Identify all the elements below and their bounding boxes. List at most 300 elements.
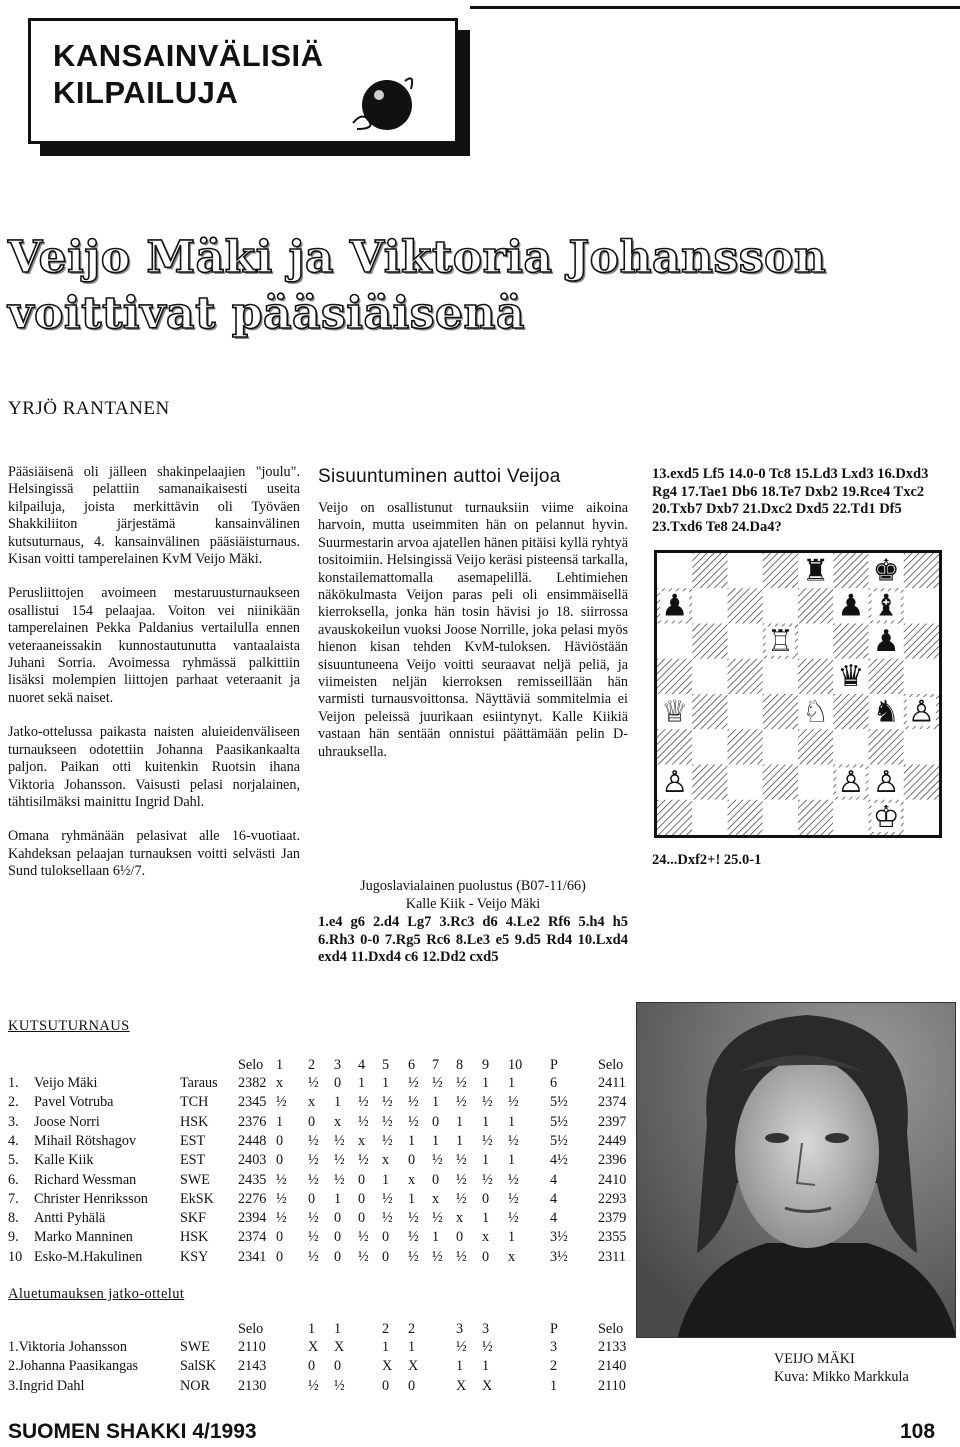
table-cell: 0 bbox=[408, 1377, 416, 1394]
table-cell: x bbox=[334, 1113, 342, 1130]
table-cell: ½ bbox=[432, 1248, 443, 1265]
board-square bbox=[798, 729, 833, 764]
chess-piece-a7: ♟ bbox=[661, 588, 689, 624]
board-square bbox=[728, 729, 763, 764]
table-cell: 1 bbox=[276, 1057, 284, 1073]
table-cell: X bbox=[456, 1377, 467, 1394]
table-cell: ½ bbox=[276, 1171, 287, 1188]
chess-piece-h4: ♙ bbox=[907, 694, 935, 730]
table-cell: Esko-M.Hakulinen bbox=[34, 1248, 143, 1265]
table-cell: ½ bbox=[508, 1210, 519, 1227]
table-cell: 1 bbox=[334, 1094, 342, 1111]
chess-piece-g2: ♙ bbox=[872, 764, 900, 800]
board-square bbox=[692, 729, 727, 764]
table-cell: ½ bbox=[408, 1210, 419, 1227]
table-cell: 2411 bbox=[598, 1075, 626, 1091]
table-cell: ½ bbox=[408, 1075, 419, 1091]
table-cell: X bbox=[334, 1339, 345, 1355]
board-square bbox=[692, 553, 727, 588]
table-cell: 2382 bbox=[238, 1075, 267, 1091]
board-square bbox=[657, 624, 692, 659]
chess-piece-g6: ♟ bbox=[872, 623, 900, 659]
table-cell: 0 bbox=[358, 1210, 366, 1227]
table-cell: 2435 bbox=[238, 1171, 267, 1188]
board-square bbox=[798, 765, 833, 800]
chess-board-diagram bbox=[654, 550, 942, 838]
table-cell: ½ bbox=[408, 1094, 419, 1111]
table-cell: ½ bbox=[276, 1210, 287, 1227]
table-cell: 1 bbox=[482, 1210, 490, 1227]
tournament-title: KUTSUTURNAUS bbox=[8, 1018, 130, 1034]
table-cell: SKF bbox=[180, 1210, 207, 1227]
table-cell: ½ bbox=[508, 1190, 519, 1207]
table-cell: HSK bbox=[180, 1229, 209, 1246]
board-square bbox=[692, 694, 727, 729]
table-cell: 1 bbox=[382, 1075, 390, 1091]
board-square bbox=[728, 659, 763, 694]
table-cell: 0 bbox=[408, 1152, 416, 1169]
table-cell: 1 bbox=[482, 1152, 490, 1169]
table-cell: x bbox=[508, 1248, 516, 1265]
section-header bbox=[28, 18, 458, 144]
table-cell: 1 bbox=[482, 1075, 490, 1091]
table-cell: 1 bbox=[408, 1339, 416, 1355]
table-cell: ½ bbox=[358, 1229, 369, 1246]
table-cell: ½ bbox=[432, 1210, 443, 1227]
table-cell: 2. bbox=[8, 1094, 19, 1111]
table-cell: 0 bbox=[482, 1248, 490, 1265]
table-cell: 0 bbox=[334, 1358, 342, 1375]
table-cell: 2110 bbox=[238, 1339, 266, 1355]
table-cell: 2293 bbox=[598, 1190, 627, 1207]
chess-piece-e8: ♜ bbox=[802, 553, 830, 589]
table-cell: 2 bbox=[550, 1358, 558, 1375]
table-cell: 5½ bbox=[550, 1113, 568, 1130]
board-square bbox=[728, 800, 763, 835]
board-square bbox=[692, 765, 727, 800]
table-cell: 1 bbox=[508, 1152, 516, 1169]
table-cell: 2394 bbox=[238, 1210, 267, 1227]
table-cell: Pavel Votruba bbox=[34, 1094, 114, 1111]
table-cell: 0 bbox=[334, 1248, 342, 1265]
table-cell: Mihail Rötshagov bbox=[34, 1132, 137, 1149]
board-square bbox=[692, 624, 727, 659]
chess-piece-f7: ♟ bbox=[837, 588, 865, 624]
table-cell: SWE bbox=[180, 1171, 210, 1188]
table-cell: 4½ bbox=[550, 1152, 568, 1169]
table-cell: X bbox=[308, 1339, 319, 1355]
chess-piece-f2: ♙ bbox=[837, 764, 865, 800]
table-cell: 1 bbox=[482, 1113, 490, 1130]
table-cell: ½ bbox=[308, 1132, 319, 1149]
table-cell: 2403 bbox=[238, 1152, 267, 1169]
table-cell: 1 bbox=[382, 1171, 390, 1188]
table-cell: ½ bbox=[382, 1210, 393, 1227]
table-cell: Antti Pyhälä bbox=[34, 1210, 106, 1227]
table-cell: x bbox=[358, 1132, 366, 1149]
paragraph: Jatko-ottelussa paikasta naisten aluieidenväliseen turnaukseen odotettiin Johanna Paasikankaalta paljon. Paikan otti kuitenkin Ruotsin ihana Viktoria Johansson. Vaisusti pelasi norjalainen, tähtisilmäksi mainittu Ingrid Dahl. bbox=[8, 724, 300, 810]
table-cell: x bbox=[456, 1210, 464, 1227]
table-cell: 1 bbox=[456, 1113, 464, 1130]
table-cell: 10 bbox=[8, 1248, 23, 1265]
caption-name: VEIJO MÄKI bbox=[774, 1351, 855, 1367]
board-square bbox=[763, 553, 798, 588]
table-cell: ½ bbox=[308, 1248, 319, 1265]
table-cell: ½ bbox=[432, 1152, 443, 1169]
caption-credit: Kuva: Mikko Markkula bbox=[774, 1369, 909, 1385]
table-cell: ½ bbox=[482, 1132, 493, 1149]
table-cell: ½ bbox=[408, 1113, 419, 1130]
board-square bbox=[798, 588, 833, 623]
table-cell: 2449 bbox=[598, 1132, 627, 1149]
table-cell: NOR bbox=[180, 1377, 210, 1394]
table-cell: 4 bbox=[550, 1190, 558, 1207]
table-cell: ½ bbox=[456, 1248, 467, 1265]
table-cell: Kalle Kiik bbox=[34, 1152, 94, 1169]
table-cell: KSY bbox=[180, 1248, 209, 1265]
table-cell: ½ bbox=[382, 1094, 393, 1111]
table-cell: 1 bbox=[432, 1094, 440, 1111]
table-cell: X bbox=[382, 1358, 393, 1375]
board-square bbox=[763, 694, 798, 729]
table-cell: 2311 bbox=[598, 1248, 626, 1265]
section-title: KANSAINVÄLISIÄ KILPAILUJA bbox=[53, 38, 324, 110]
table-cell: 3 bbox=[456, 1321, 464, 1337]
board-square bbox=[692, 659, 727, 694]
table-cell: 2341 bbox=[238, 1248, 267, 1265]
table-cell: 2276 bbox=[238, 1190, 267, 1207]
table-cell: 2355 bbox=[598, 1229, 627, 1246]
top-rule bbox=[470, 6, 960, 9]
table-cell: 3. bbox=[8, 1113, 19, 1130]
table-cell: 2110 bbox=[598, 1377, 626, 1394]
chess-board bbox=[657, 553, 939, 835]
board-square bbox=[763, 659, 798, 694]
table-cell: 0 bbox=[276, 1132, 284, 1149]
table-cell: 3½ bbox=[550, 1229, 568, 1246]
table-cell: ½ bbox=[308, 1377, 319, 1394]
paragraph: Omana ryhmänään pelasivat alle 16-vuotiaat. Kahdeksan pelaajan turnauksen voitti selvästi Jan Sund tuloksellaan 6½/7. bbox=[8, 828, 300, 880]
table-cell: ½ bbox=[276, 1094, 287, 1111]
table-cell: 2 bbox=[408, 1321, 416, 1337]
table-cell: ½ bbox=[358, 1094, 369, 1111]
table-cell: 9 bbox=[482, 1057, 490, 1073]
board-square bbox=[728, 624, 763, 659]
table-cell: 2396 bbox=[598, 1152, 627, 1169]
board-square bbox=[904, 553, 939, 588]
table-cell: x bbox=[432, 1190, 440, 1207]
table-cell: 2410 bbox=[598, 1171, 627, 1188]
table-cell: 1 bbox=[550, 1377, 558, 1394]
table-cell: Selo bbox=[238, 1321, 264, 1337]
board-square bbox=[833, 800, 868, 835]
table-cell: Marko Manninen bbox=[34, 1229, 133, 1246]
table-cell: 1 bbox=[432, 1229, 440, 1246]
table-cell: Christer Henriksson bbox=[34, 1190, 148, 1207]
paragraph: Pääsiäisenä oli jälleen shakinpelaajien "joulu". Helsingissä pelattiin samanaikaisesti useita kilpailuja, joista merkittävin oli Työväen Shakkiliiton järjestämä kansainvälinen kutsuturnaus, 4. kansainvälinen pääsiäisturnaus. Kisan voitti tamperelainen KvM Veijo Mäki. bbox=[8, 464, 300, 568]
game-players: Kalle Kiik - Veijo Mäki bbox=[405, 895, 541, 912]
table-cell: 0 bbox=[334, 1075, 342, 1091]
table-cell: 2448 bbox=[238, 1132, 267, 1149]
table-cell: 4 bbox=[550, 1171, 558, 1188]
table-cell: ½ bbox=[382, 1132, 393, 1149]
table-cell: X bbox=[482, 1377, 493, 1394]
table-cell: 0 bbox=[456, 1229, 464, 1246]
table-cell: 0 bbox=[432, 1171, 440, 1188]
board-square bbox=[692, 800, 727, 835]
chess-piece-f5: ♛ bbox=[837, 659, 865, 695]
table-cell: ½ bbox=[358, 1248, 369, 1265]
game-header bbox=[318, 878, 628, 914]
table-cell: ½ bbox=[334, 1377, 345, 1394]
table-cell: ½ bbox=[456, 1171, 467, 1188]
board-square bbox=[657, 659, 692, 694]
board-square bbox=[904, 765, 939, 800]
board-square bbox=[904, 729, 939, 764]
table-cell: 0 bbox=[308, 1113, 316, 1130]
chess-piece-g1: ♔ bbox=[872, 800, 900, 835]
table-cell: 2 bbox=[308, 1057, 316, 1073]
table-cell: 2345 bbox=[238, 1094, 267, 1111]
chess-piece-a2: ♙ bbox=[661, 764, 689, 800]
game-moves-continued: 13.exd5 Lf5 14.0-0 Tc8 15.Ld3 Lxd3 16.Dxd3 Rg4 17.Tae1 Db6 18.Te7 Dxb2 19.Rce4 Txc2 20.Txb7 Dxb7 21.Dxc2 Dxd5 22.Td1 Df5 23.Txd6 Te8 24.Da4? bbox=[652, 466, 929, 535]
magazine-issue: SUOMEN SHAKKI 4/1993 bbox=[8, 1420, 257, 1443]
table-cell: ½ bbox=[508, 1132, 519, 1149]
table-cell: 5½ bbox=[550, 1094, 568, 1111]
table-cell: ½ bbox=[308, 1171, 319, 1188]
table-cell: 3 bbox=[482, 1321, 490, 1337]
table-cell: ½ bbox=[334, 1132, 345, 1149]
table-cell: 1.Viktoria Johansson bbox=[8, 1339, 127, 1355]
table-cell: ½ bbox=[456, 1075, 467, 1091]
table-cell: ½ bbox=[456, 1152, 467, 1169]
board-square bbox=[763, 588, 798, 623]
board-square bbox=[728, 588, 763, 623]
table-cell: 1 bbox=[508, 1075, 516, 1091]
portrait-image bbox=[637, 1003, 956, 1338]
table-cell: x bbox=[482, 1229, 490, 1246]
table-cell: Joose Norri bbox=[34, 1113, 100, 1130]
table-cell: 2397 bbox=[598, 1113, 627, 1130]
table-cell: 1 bbox=[308, 1321, 316, 1337]
table-cell: 0 bbox=[276, 1248, 284, 1265]
table-cell: ½ bbox=[308, 1229, 319, 1246]
board-square bbox=[904, 800, 939, 835]
table-cell: Selo bbox=[238, 1057, 264, 1073]
board-square bbox=[904, 624, 939, 659]
table-cell: 0 bbox=[432, 1113, 440, 1130]
table-cell: 10 bbox=[508, 1057, 523, 1073]
table-cell: SalSK bbox=[180, 1358, 217, 1375]
chess-piece-g8: ♚ bbox=[872, 553, 900, 589]
table-cell: 0 bbox=[276, 1229, 284, 1246]
table-cell: Selo bbox=[598, 1057, 624, 1073]
table-cell: 1 bbox=[408, 1190, 416, 1207]
table-cell: ½ bbox=[308, 1152, 319, 1169]
table-cell: 0 bbox=[358, 1171, 366, 1188]
board-square bbox=[869, 729, 904, 764]
board-square bbox=[692, 588, 727, 623]
table-cell: X bbox=[408, 1358, 419, 1375]
table-cell: 3 bbox=[334, 1057, 342, 1073]
table-cell: x bbox=[308, 1094, 316, 1111]
opening-name: Jugoslavialainen puolustus (B07-11/66) bbox=[360, 878, 586, 894]
board-square bbox=[833, 624, 868, 659]
table-cell: TCH bbox=[180, 1094, 209, 1111]
table-cell: 8. bbox=[8, 1210, 19, 1227]
table-cell: 0 bbox=[276, 1152, 284, 1169]
table-cell: 0 bbox=[482, 1190, 490, 1207]
photo-caption bbox=[774, 1350, 909, 1386]
table-cell: 2133 bbox=[598, 1339, 627, 1355]
table-cell: 0 bbox=[382, 1229, 390, 1246]
table-cell: Veijo Mäki bbox=[34, 1075, 98, 1091]
table-cell: 2.Johanna Paasikangas bbox=[8, 1358, 139, 1375]
board-square bbox=[657, 800, 692, 835]
table-cell: ½ bbox=[482, 1094, 493, 1111]
table-cell: ½ bbox=[456, 1339, 467, 1355]
table-cell: ½ bbox=[358, 1113, 369, 1130]
table-cell: 2130 bbox=[238, 1377, 267, 1394]
table-cell: HSK bbox=[180, 1113, 209, 1130]
table-cell: 1 bbox=[408, 1132, 416, 1149]
table-cell: 8 bbox=[456, 1057, 464, 1073]
table-cell: x bbox=[382, 1152, 390, 1169]
final-moves: 24...Dxf2+! 25.0-1 bbox=[652, 852, 762, 868]
table-cell: 0 bbox=[358, 1190, 366, 1207]
board-square bbox=[833, 694, 868, 729]
board-square bbox=[728, 553, 763, 588]
table-cell: ½ bbox=[334, 1171, 345, 1188]
table-cell: 3½ bbox=[550, 1248, 568, 1265]
board-square bbox=[833, 553, 868, 588]
board-square bbox=[798, 624, 833, 659]
table-cell: 1 bbox=[276, 1113, 284, 1130]
table-cell: 2374 bbox=[598, 1094, 627, 1111]
table-cell: 5½ bbox=[550, 1132, 568, 1149]
table-cell: 1 bbox=[334, 1190, 342, 1207]
table-cell: 4. bbox=[8, 1132, 19, 1149]
chess-piece-d6: ♖ bbox=[766, 623, 794, 659]
table-cell: 1 bbox=[382, 1339, 390, 1355]
table-cell: x bbox=[408, 1171, 416, 1188]
article-headline: Veijo Mäki ja Viktoria Johansson voittivat pääsiäisenä bbox=[8, 232, 827, 339]
chess-piece-g7: ♝ bbox=[872, 588, 900, 624]
chess-piece-e4: ♘ bbox=[802, 694, 830, 730]
game-moves: 1.e4 g6 2.d4 Lg7 3.Rc3 d6 4.Le2 Rf6 5.h4 h5 6.Rh3 0-0 7.Rg5 Rc6 8.Le3 e5 9.d5 Rd4 10.Lxd4 exd4 11.Dxd4 c6 12.Dd2 cxd5 bbox=[318, 914, 628, 966]
chess-piece-g4: ♞ bbox=[872, 694, 900, 730]
table-cell: 1 bbox=[508, 1229, 516, 1246]
table-cell: 4 bbox=[550, 1210, 558, 1227]
table-cell: 2374 bbox=[238, 1229, 267, 1246]
table-cell: 6 bbox=[550, 1075, 558, 1091]
table-cell: 2140 bbox=[598, 1358, 627, 1375]
table-cell: P bbox=[550, 1321, 558, 1337]
board-square bbox=[728, 694, 763, 729]
table-cell: 0 bbox=[382, 1377, 390, 1394]
table-cell: ½ bbox=[482, 1339, 493, 1355]
table-cell: ½ bbox=[508, 1171, 519, 1188]
table-cell: P bbox=[550, 1057, 558, 1073]
table-cell: 0 bbox=[308, 1358, 316, 1375]
table-cell: 3.Ingrid Dahl bbox=[8, 1377, 85, 1394]
table-cell: 3 bbox=[550, 1339, 558, 1355]
table-cell: ½ bbox=[408, 1248, 419, 1265]
table-cell: 7. bbox=[8, 1190, 19, 1207]
table-cell: 1 bbox=[456, 1358, 464, 1375]
table-cell: 0 bbox=[334, 1229, 342, 1246]
table-cell: 1 bbox=[358, 1075, 366, 1091]
table-cell: Taraus bbox=[180, 1075, 218, 1091]
board-square bbox=[798, 800, 833, 835]
table-cell: ½ bbox=[456, 1190, 467, 1207]
table-cell: 9. bbox=[8, 1229, 19, 1246]
paragraph: Perusliittojen avoimeen mestaruusturnaukseen osallistui 154 pelaajaa. Voiton vei niinikään tamperelainen Pekka Paldanius vertailulla ennen veteraaneissakin kunnostautunutta vantaalaista Juhani Sorria. Avoimessa ryhmässä palkittiin lisäksi molempien liittojen parhaat veteraanit ja nuoret sekä naiset. bbox=[8, 585, 300, 706]
table-cell: 2 bbox=[382, 1321, 390, 1337]
table-cell: ½ bbox=[308, 1210, 319, 1227]
player-photo bbox=[636, 1002, 956, 1338]
board-square bbox=[763, 729, 798, 764]
table-cell: ½ bbox=[382, 1113, 393, 1130]
table-cell: EST bbox=[180, 1132, 206, 1149]
table-cell: 1 bbox=[432, 1132, 440, 1149]
table-cell: 0 bbox=[308, 1190, 316, 1207]
table-cell: 1 bbox=[508, 1113, 516, 1130]
table-cell: 6 bbox=[408, 1057, 416, 1073]
table-cell: x bbox=[276, 1075, 284, 1091]
page-number: 108 bbox=[900, 1420, 936, 1443]
table-cell: 2379 bbox=[598, 1210, 627, 1227]
table-cell: ½ bbox=[432, 1075, 443, 1091]
table-cell: 1 bbox=[456, 1132, 464, 1149]
chess-piece-a4: ♕ bbox=[661, 694, 689, 730]
table-cell: 2376 bbox=[238, 1113, 267, 1130]
board-square bbox=[657, 553, 692, 588]
table-cell: 2143 bbox=[238, 1358, 267, 1375]
table-cell: Selo bbox=[598, 1321, 624, 1337]
table-cell: EkSK bbox=[180, 1190, 214, 1207]
board-square bbox=[798, 659, 833, 694]
table-cell: ½ bbox=[358, 1152, 369, 1169]
board-square bbox=[728, 765, 763, 800]
board-square bbox=[763, 765, 798, 800]
table-cell: ½ bbox=[308, 1075, 319, 1091]
table-cell: 5. bbox=[8, 1152, 19, 1169]
table-cell: 0 bbox=[334, 1210, 342, 1227]
column-subheading: Sisuuntuminen auttoi Veijoa bbox=[318, 466, 561, 487]
board-square bbox=[904, 659, 939, 694]
board-square bbox=[904, 588, 939, 623]
table-cell: ½ bbox=[508, 1094, 519, 1111]
table-cell: 1 bbox=[334, 1321, 342, 1337]
table-cell: 0 bbox=[382, 1248, 390, 1265]
table-cell: 1 bbox=[482, 1358, 490, 1375]
playoff-title: Aluetumauksen jatko-ottelut bbox=[8, 1286, 185, 1302]
table-cell: ½ bbox=[408, 1229, 419, 1246]
table-cell: ½ bbox=[276, 1190, 287, 1207]
table-cell: ½ bbox=[334, 1152, 345, 1169]
table-cell: ½ bbox=[482, 1171, 493, 1188]
article-column-2 bbox=[318, 500, 628, 778]
board-square bbox=[833, 729, 868, 764]
table-cell: 4 bbox=[358, 1057, 366, 1073]
table-cell: 7 bbox=[432, 1057, 440, 1073]
chess-ball-icon bbox=[349, 71, 415, 137]
table-cell: 1. bbox=[8, 1075, 19, 1091]
article-column-1 bbox=[8, 464, 300, 898]
table-cell: 6. bbox=[8, 1171, 19, 1188]
table-cell: ½ bbox=[382, 1190, 393, 1207]
